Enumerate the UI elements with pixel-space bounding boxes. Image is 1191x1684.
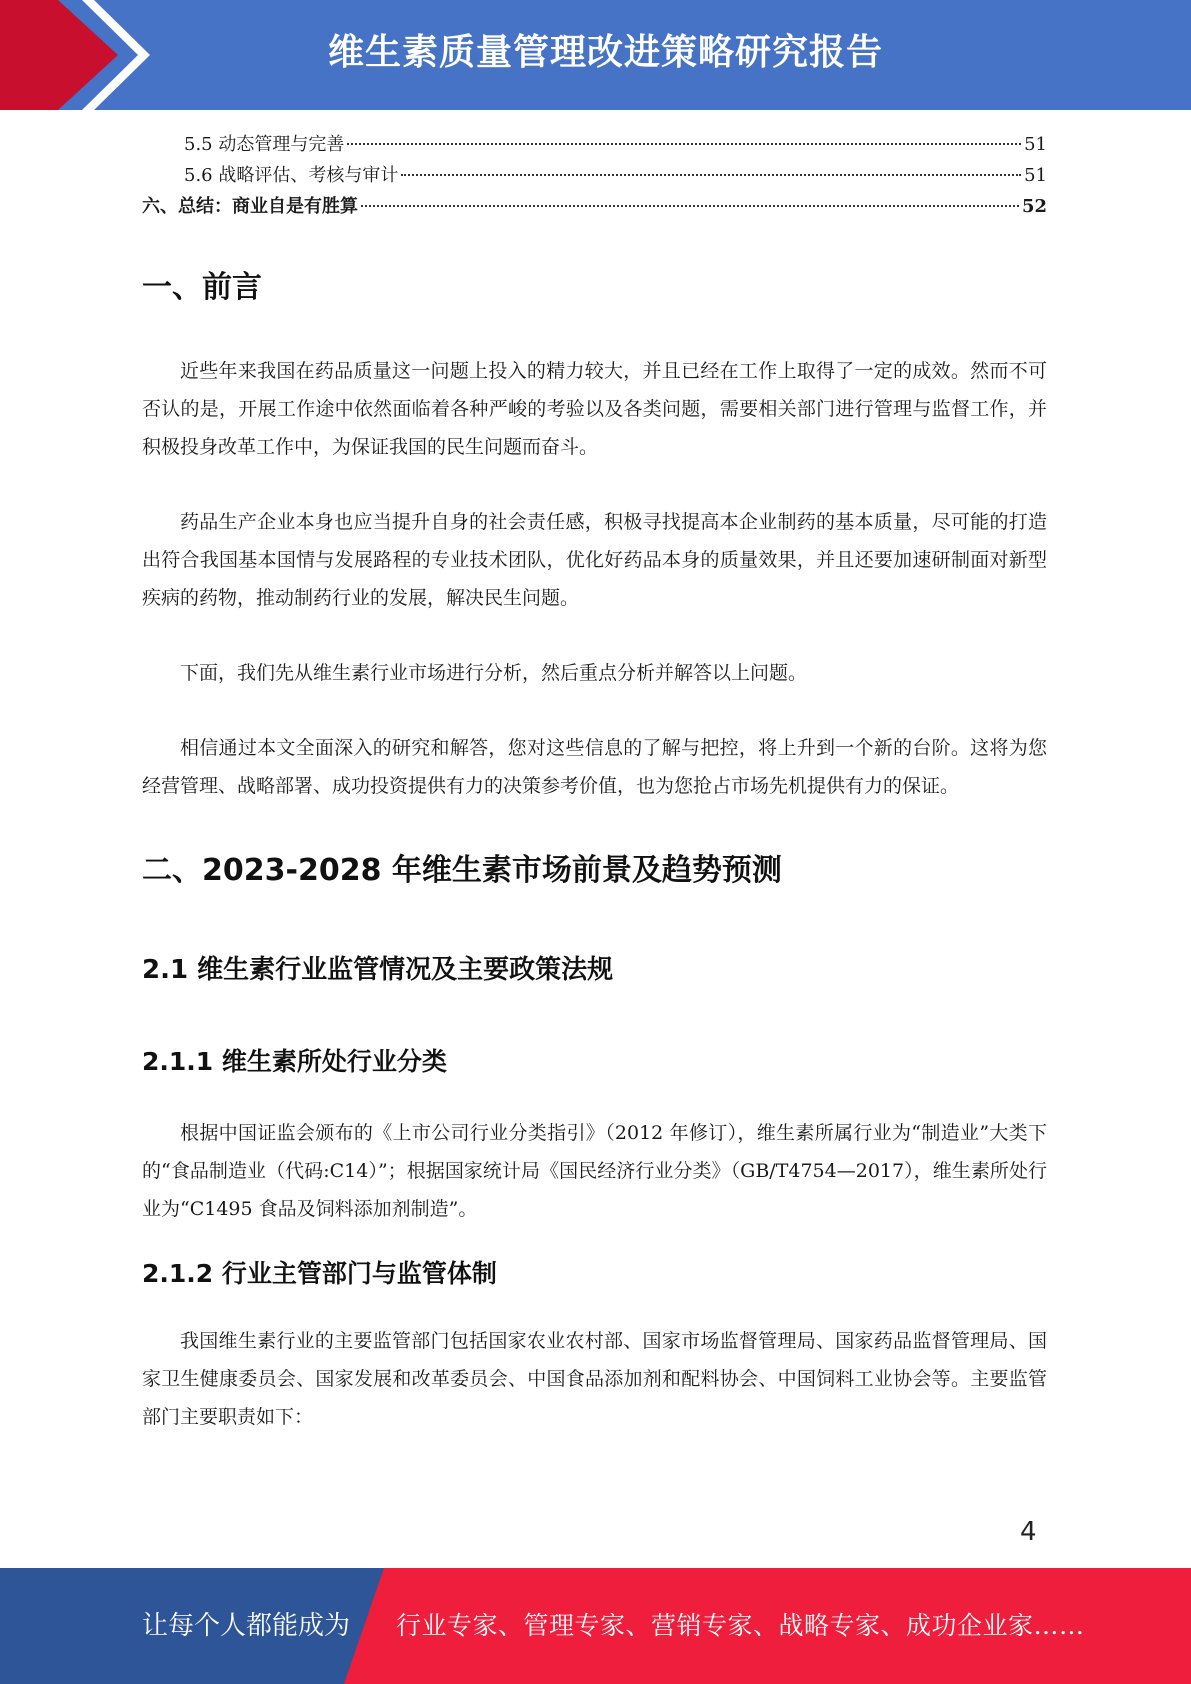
footer-slogan-right: 行业专家、管理专家、营销专家、战略专家、成功企业家…… bbox=[396, 1611, 1085, 1640]
footer-banner bbox=[0, 1568, 1191, 1684]
toc-entry[interactable] bbox=[142, 161, 1047, 192]
body-paragraph: 相信通过本文全面深入的研究和解答，您对这些信息的了解与把控，将上升到一个新的台阶。这将为您经营管理、战略部署、成功投资提供有力的决策参考价值，也为您抢占市场先机提供有力的保证。 bbox=[142, 737, 1047, 797]
toc-leader-dots bbox=[401, 174, 1021, 176]
subsection-heading-classification: 2.1.1 维生素所处行业分类 bbox=[142, 1047, 447, 1076]
section-heading-market-outlook: 二、2023-2028 年维生素市场前景及趋势预测 bbox=[142, 853, 782, 888]
body-paragraph: 根据中国证监会颁布的《上市公司行业分类指引》（2012 年修订），维生素所属行业为“制造业”大类下的“食品制造业（代码:C14）”；根据国家统计局《国民经济行业分类》（GB/T4754—2017），维生素所处行业为“C1495 食品及饲料添加剂制造”。 bbox=[142, 1122, 1047, 1220]
toc-entry-page: 52 bbox=[1021, 196, 1047, 217]
toc-entry-label: 5.6 战略评估、考核与审计 bbox=[184, 165, 399, 186]
toc-leader-dots bbox=[361, 205, 1019, 207]
header-banner bbox=[0, 0, 1191, 110]
body-paragraph: 药品生产企业本身也应当提升自身的社会责任感，积极寻找提高本企业制药的基本质量，尽可能的打造出符合我国基本国情与发展路程的专业技术团队，优化好药品本身的质量效果，并且还要加速研制面对新型疾病的药物，推动制药行业的发展，解决民生问题。 bbox=[142, 511, 1047, 609]
toc-entry-label: 六、总结：商业自是有胜算 bbox=[142, 196, 358, 217]
toc-entry[interactable] bbox=[142, 130, 1047, 161]
subsection-heading-regulation: 2.1 维生素行业监管情况及主要政策法规 bbox=[142, 955, 614, 985]
body-paragraph: 下面，我们先从维生素行业市场进行分析，然后重点分析并解答以上问题。 bbox=[180, 662, 808, 684]
section-heading-preface: 一、前言 bbox=[142, 270, 262, 305]
toc-entry[interactable] bbox=[142, 192, 1047, 223]
body-paragraph: 近些年来我国在药品质量这一问题上投入的精力较大，并且已经在工作上取得了一定的成效。然而不可否认的是，开展工作途中依然面临着各种严峻的考验以及各类问题，需要相关部门进行管理与监督工作，并积极投身改革工作中，为保证我国的民生问题而奋斗。 bbox=[142, 360, 1047, 458]
toc-leader-dots bbox=[347, 143, 1021, 145]
document-title: 维生素质量管理改进策略研究报告 bbox=[327, 32, 883, 73]
subsection-heading-authorities: 2.1.2 行业主管部门与监管体制 bbox=[142, 1259, 497, 1288]
body-paragraph: 我国维生素行业的主要监管部门包括国家农业农村部、国家市场监督管理局、国家药品监督管理局、国家卫生健康委员会、国家发展和改革委员会、中国食品添加剂和配料协会、中国饲料工业协会等。主要监管部门主要职责如下： bbox=[142, 1330, 1047, 1428]
toc-entry-page: 51 bbox=[1024, 134, 1047, 155]
footer-slogan-left: 让每个人都能成为 bbox=[142, 1611, 351, 1641]
toc-entry-page: 51 bbox=[1024, 165, 1047, 186]
page-number: 4 bbox=[1020, 1517, 1037, 1547]
table-of-contents bbox=[142, 130, 1047, 223]
document-body bbox=[142, 262, 1047, 1436]
toc-entry-label: 5.5 动态管理与完善 bbox=[184, 134, 345, 155]
